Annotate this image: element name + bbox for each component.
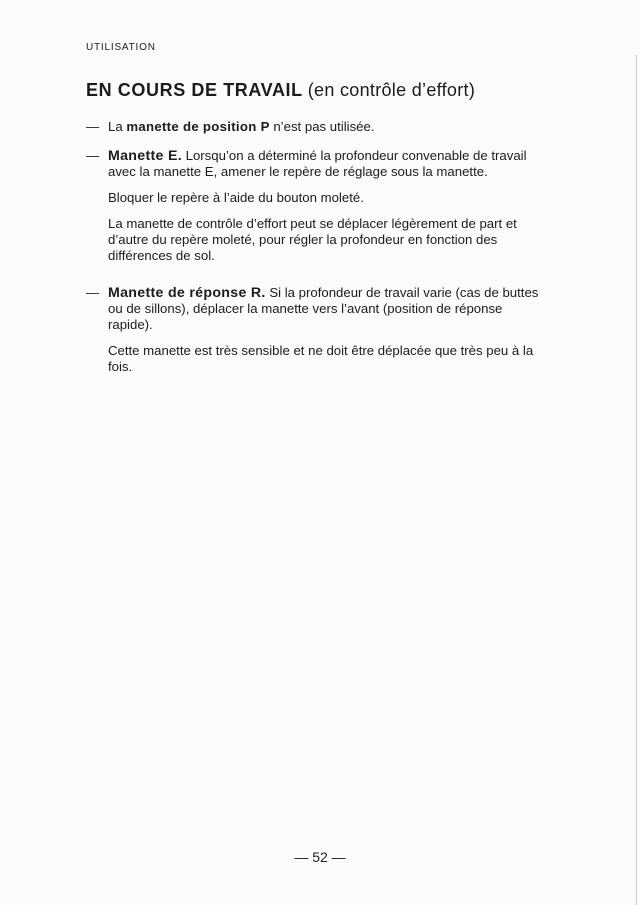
page-number: — 52 — [294,849,346,865]
list-item [86,148,548,264]
title-subtitle: (en contrôle d’effort) [307,80,476,100]
section-header: UTILISATION [86,42,156,53]
item-dash: — [86,285,100,300]
item-dash: — [86,119,100,134]
item-paragraph [108,119,548,135]
page-title [86,80,475,101]
item-text: n’est pas utilisée. [273,119,375,134]
item-dash: — [86,148,100,163]
item-paragraph-3: La manette de contrôle d’effort peut se déplacer légèrement de part et d’autre du repère moleté, pour régler la profondeur en fonction des différences de sol. [108,216,517,263]
item-paragraph-2: Cette manette est très sensible et ne doit être déplacée que très peu à la fois. [108,343,534,374]
page-edge-line [636,55,637,905]
item-bold: Manette E. [108,148,182,164]
title-main: EN COURS DE TRAVAIL [86,80,303,100]
list-item [86,119,548,135]
list-item [86,285,548,375]
item-paragraph [108,148,548,180]
item-paragraph-2: Bloquer le repère à l’aide du bouton moleté. [108,190,364,205]
item-bold: manette de position P [126,119,270,134]
item-lead: La [108,119,123,134]
item-text: Si la profondeur de travail varie (cas de buttes ou de sillons), déplacer la manette vers l’avant (position de réponse rapide). [108,285,539,332]
item-text: Lorsqu’on a déterminé la profondeur convenable de travail avec la manette E, amener le repère de réglage sous la manette. [108,148,527,179]
item-paragraph [108,285,548,333]
item-bold: Manette de réponse R. [108,285,266,301]
